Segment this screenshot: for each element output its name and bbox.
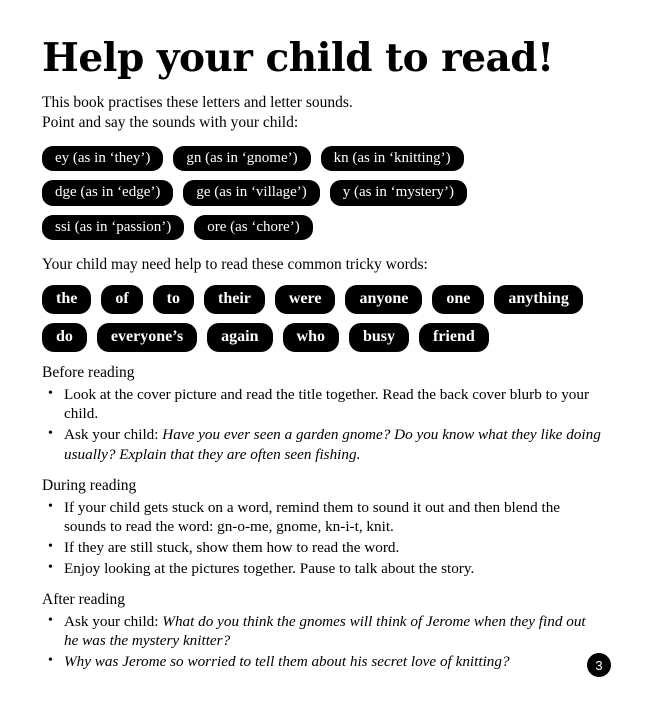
tricky-word: the: [42, 285, 91, 314]
tricky-word-row-2: [42, 323, 603, 352]
list-item: [42, 498, 603, 538]
tricky-word: one: [432, 285, 484, 314]
sound-chip: y (as in ‘mystery’): [330, 180, 467, 206]
intro-line-1: This book practises these letters and letter sounds.: [42, 93, 353, 111]
list-item: [42, 559, 603, 579]
intro-text: [42, 93, 603, 134]
tricky-word: of: [101, 285, 142, 314]
sound-chip: kn (as in ‘knitting’): [321, 146, 464, 172]
list-item: [42, 652, 603, 672]
list-item: [42, 385, 603, 425]
tricky-word: anyone: [345, 285, 422, 314]
bullet-text: If your child gets stuck on a word, remind them to sound it out and then blend the sounds to read the word: gn-o-me, gnome, kn-i-t, knit.: [64, 498, 561, 536]
bullet-text: If they are still stuck, show them how to read the word.: [64, 539, 400, 557]
sound-chip: ssi (as in ‘passion’): [42, 215, 184, 241]
tricky-word-row-1: [42, 285, 603, 314]
page-number-badge: 3: [587, 653, 611, 677]
sound-chip: ge (as in ‘village’): [183, 180, 319, 206]
section-heading: After reading: [42, 590, 126, 608]
sound-chip: dge (as in ‘edge’): [42, 180, 173, 206]
tricky-word: to: [153, 285, 194, 314]
intro-line-2: Point and say the sounds with your child:: [42, 114, 299, 132]
bullet-text: Enjoy looking at the pictures together. Pause to talk about the story.: [64, 559, 475, 577]
section-bullet-list: [42, 498, 603, 579]
bullet-text: Ask your child:: [64, 612, 163, 630]
tricky-word: again: [207, 323, 272, 352]
page-title: Help your child to read!: [42, 35, 554, 81]
tricky-word: friend: [419, 323, 489, 352]
bullet-text-italic: What do you think the gnomes will think of Jerome when they find out he was the mystery knitter?: [64, 612, 586, 650]
tricky-word: everyone’s: [97, 323, 197, 352]
tricky-word: anything: [494, 285, 582, 314]
bullet-text: Look at the cover picture and read the title together. Read the back cover blurb to your child.: [64, 385, 590, 423]
section-bullet-list: [42, 612, 603, 672]
bullet-text-italic: Why was Jerome so worried to tell them about his secret love of knitting?: [64, 653, 510, 671]
sound-chip: ey (as in ‘they’): [42, 146, 163, 172]
sound-chip: ore (as ‘chore’): [194, 215, 312, 241]
list-item: [42, 425, 603, 465]
section-heading: During reading: [42, 476, 137, 494]
tricky-words-lead: Your child may need help to read these common tricky words:: [42, 256, 428, 274]
sound-chip-row-2: [42, 180, 603, 206]
tricky-word: their: [204, 285, 265, 314]
sound-chip: gn (as in ‘gnome’): [173, 146, 310, 172]
list-item: [42, 538, 603, 558]
sound-chip-row-3: [42, 215, 603, 241]
tricky-word: were: [275, 285, 336, 314]
section-during-reading: [42, 477, 603, 579]
section-after-reading: [42, 591, 603, 672]
section-heading: Before reading: [42, 363, 135, 381]
bullet-text: Ask your child:: [64, 426, 163, 444]
section-before-reading: [42, 364, 603, 465]
tricky-word: do: [42, 323, 87, 352]
section-bullet-list: [42, 385, 603, 465]
sound-chip-row-1: [42, 146, 603, 172]
sound-chip-group: [42, 146, 603, 241]
tricky-word: who: [283, 323, 339, 352]
list-item: [42, 612, 603, 652]
bullet-text-italic: Have you ever seen a garden gnome? Do you know what they like doing usually? Explain that they are often seen fishing.: [64, 426, 601, 463]
tricky-word: busy: [349, 323, 409, 352]
